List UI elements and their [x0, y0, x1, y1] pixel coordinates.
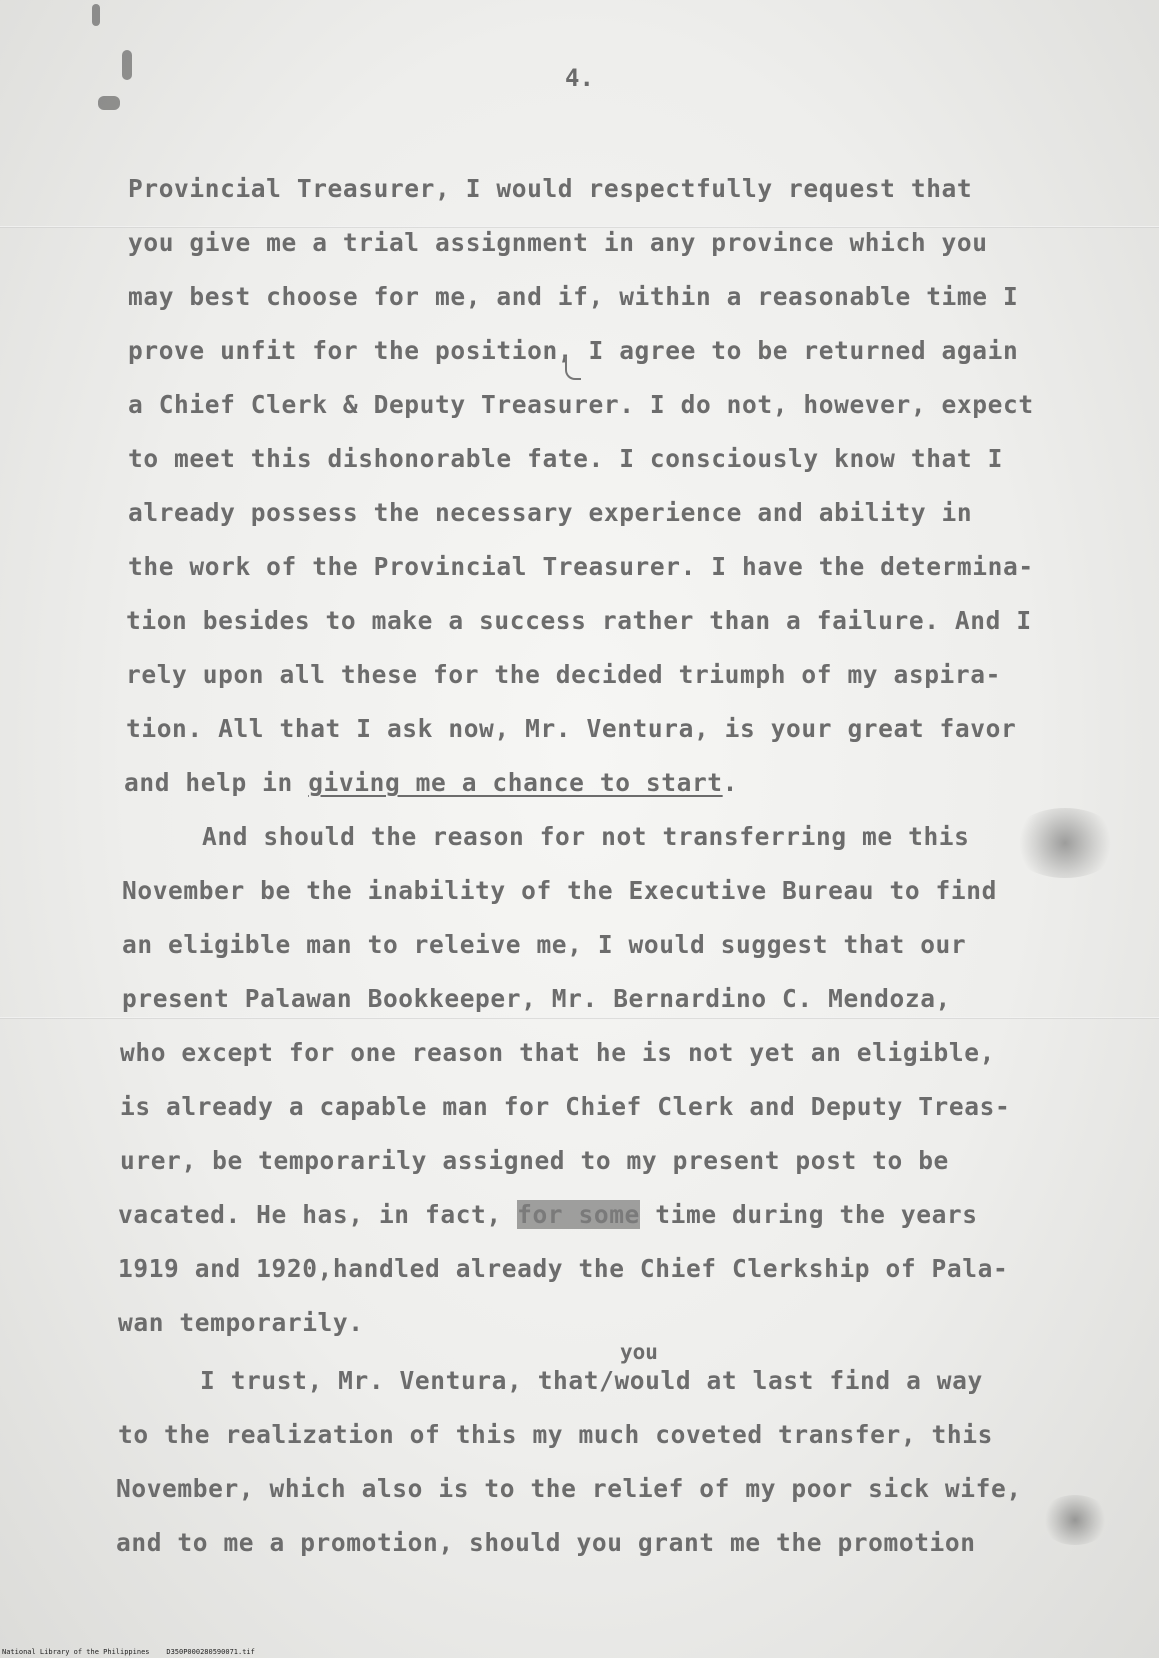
text-line: tion besides to make a success rather than a failure. And I — [126, 606, 1032, 635]
text-line: I trust, Mr. Ventura, that/would at last find a way — [200, 1366, 983, 1395]
paper-fold-line — [0, 1017, 1159, 1019]
inserted-word: you — [620, 1340, 658, 1364]
text-line: to the realization of this my much coveted transfer, this — [118, 1420, 993, 1449]
text-line: a Chief Clerk & Deputy Treasurer. I do not, however, expect — [128, 390, 1034, 419]
text-line — [124, 768, 738, 797]
binding-mark — [98, 96, 120, 110]
binding-mark — [92, 4, 100, 26]
page-number: 4. — [565, 64, 594, 92]
text-line: And should the reason for not transferring me this — [202, 822, 970, 851]
text-line: urer, be temporarily assigned to my present post to be — [120, 1146, 949, 1175]
ink-smudge — [1040, 1495, 1110, 1545]
text-line: you give me a trial assignment in any province which you — [128, 228, 988, 257]
text-line: an eligible man to releive me, I would suggest that our — [122, 930, 967, 959]
text-line: prove unfit for the position, I agree to be returned again — [128, 336, 1019, 365]
text-line: to meet this dishonorable fate. I consciously know that I — [128, 444, 1003, 473]
text-line: November, which also is to the relief of my poor sick wife, — [116, 1474, 1022, 1503]
text-line: already possess the necessary experience and ability in — [128, 498, 973, 527]
struck-out-text: for some — [517, 1200, 640, 1229]
handwritten-correction-mark — [565, 356, 581, 380]
underlined-phrase: giving me a chance to start — [308, 768, 723, 797]
text-line: rely upon all these for the decided triumph of my aspira- — [126, 660, 1001, 689]
text-line: may best choose for me, and if, within a reasonable time I — [128, 282, 1019, 311]
text-line — [118, 1200, 978, 1229]
text-line: who except for one reason that he is not yet an eligible, — [120, 1038, 995, 1067]
text-segment: vacated. He has, in fact, — [118, 1200, 518, 1229]
text-segment: and help in — [124, 768, 309, 797]
text-line: and to me a promotion, should you grant me the promotion — [116, 1528, 976, 1557]
text-line: Provincial Treasurer, I would respectfully request that — [128, 174, 973, 203]
text-line: 1919 and 1920,handled already the Chief Clerkship of Pala- — [118, 1254, 1009, 1283]
text-line: tion. All that I ask now, Mr. Ventura, is your great favor — [126, 714, 1017, 743]
ink-smudge — [1010, 808, 1120, 878]
archive-caption: National Library of the Philippines D350P000280590071.tif — [2, 1648, 255, 1656]
text-segment: time during the years — [639, 1200, 978, 1229]
text-segment: . — [722, 768, 739, 797]
text-line: wan temporarily. — [118, 1308, 364, 1337]
text-line: November be the inability of the Executive Bureau to find — [122, 876, 997, 905]
text-line: present Palawan Bookkeeper, Mr. Bernardino C. Mendoza, — [122, 984, 951, 1013]
text-line: is already a capable man for Chief Clerk and Deputy Treas- — [120, 1092, 1011, 1121]
text-line: the work of the Provincial Treasurer. I have the determina- — [128, 552, 1034, 581]
